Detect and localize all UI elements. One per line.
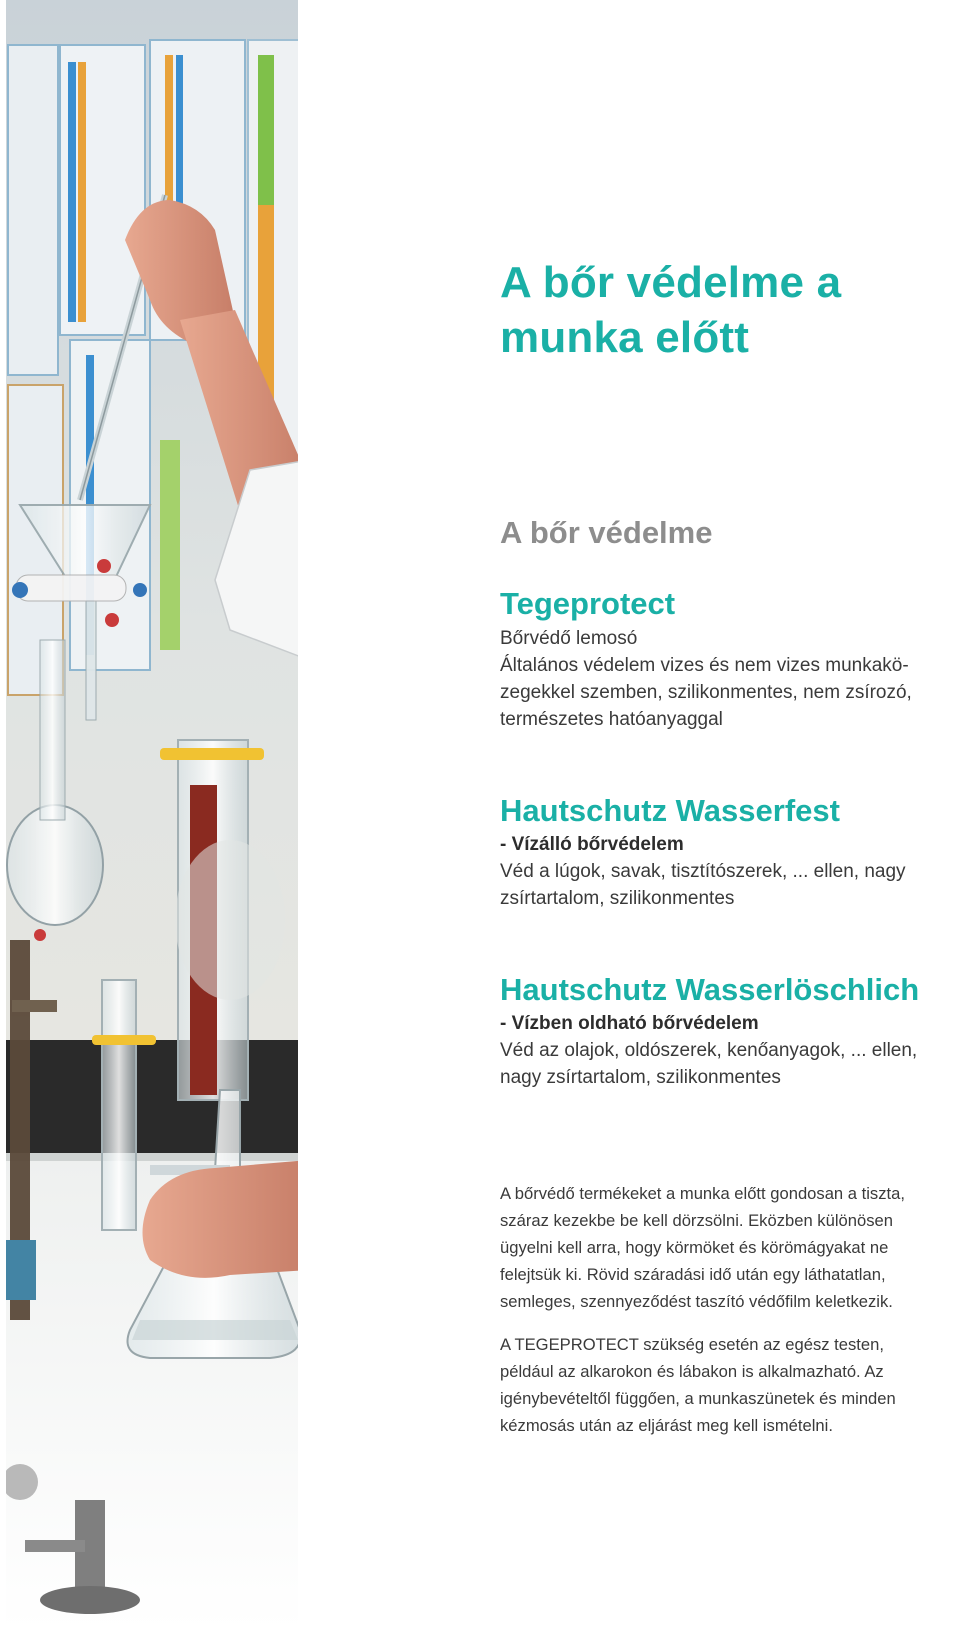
product-description	[500, 858, 960, 912]
product-subtitle: Bőrvédő lemosó	[500, 628, 638, 649]
description-line: Véd a lúgok, savak, tisztítószerek, ... ellen, nagy	[500, 861, 906, 882]
lab-photo	[0, 0, 309, 1631]
description-line: zegekkel szemben, szilikonmentes, nem zsírozó,	[500, 682, 912, 703]
product-name: Hautschutz Wasserlöschlich	[500, 972, 920, 1007]
product-hautschutz-wasserfest	[500, 792, 960, 912]
product-name: Tegeprotect	[500, 586, 676, 621]
application-paragraph	[500, 1331, 960, 1439]
paragraph-line: semleges, szennyeződést taszító védőfilm keletkezik.	[500, 1292, 893, 1311]
description-line: zsírtartalom, szilikonmentes	[500, 888, 735, 909]
page-title-line2: munka előtt	[500, 313, 750, 362]
paragraph-line: A TEGEPROTECT szükség esetén az egész testen,	[500, 1335, 884, 1354]
paragraph-line: A bőrvédő termékeket a munka előtt gondosan a tiszta,	[500, 1184, 905, 1203]
product-hautschutz-wasserloschlich	[500, 971, 960, 1091]
paragraph-line: kézmosás után az eljárást meg kell ismételni.	[500, 1416, 833, 1435]
paragraph-line: felejtsük ki. Rövid száradási idő után egy láthatatlan,	[500, 1265, 886, 1284]
description-line: természetes hatóanyaggal	[500, 709, 723, 730]
paragraph-line: igénybevételtől függően, a munkaszünetek és minden	[500, 1389, 896, 1408]
usage-paragraph	[500, 1180, 960, 1315]
description-line: nagy zsírtartalom, szilikonmentes	[500, 1067, 781, 1088]
product-description	[500, 625, 960, 733]
paragraph-line: száraz kezekbe be kell dörzsölni. Eközben különösen	[500, 1211, 893, 1230]
product-subtitle: - Vízben oldható bőrvédelem	[500, 1013, 759, 1034]
product-description	[500, 1037, 960, 1091]
page-title-line1: A bőr védelme a	[500, 258, 842, 307]
product-subtitle: - Vízálló bőrvédelem	[500, 834, 684, 855]
product-tegeprotect	[500, 585, 960, 733]
page-title	[500, 255, 955, 365]
paragraph-line: például az alkarokon és lábakon is alkalmazható. Az	[500, 1362, 884, 1381]
product-name: Hautschutz Wasserfest	[500, 793, 840, 828]
description-line: Véd az olajok, oldószerek, kenőanyagok, ... ellen,	[500, 1040, 918, 1061]
section-title: A bőr védelme	[500, 515, 713, 550]
paragraph-line: ügyelni kell arra, hogy körmöket és körömágyakat ne	[500, 1238, 889, 1257]
description-line: Általános védelem vizes és nem vizes munkakö-	[500, 655, 909, 676]
